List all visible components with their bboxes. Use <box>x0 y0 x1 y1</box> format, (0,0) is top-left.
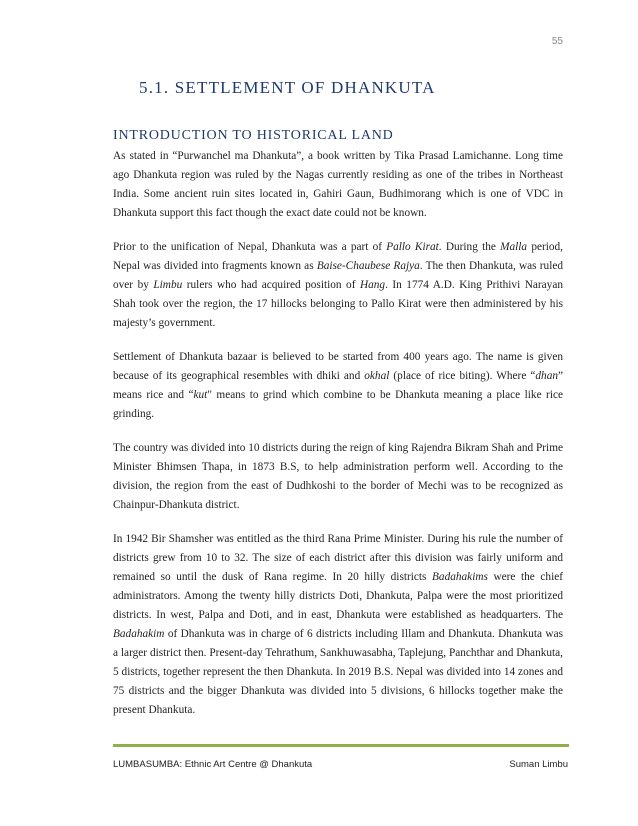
paragraph-1 <box>113 147 563 223</box>
section-title: 5.1. SETTLEMENT OF DHANKUTA <box>139 78 436 97</box>
text-run: Prior to the unification of Nepal, Dhankuta was a part of <box>113 241 387 253</box>
text-run: (place of rice biting). Where “ <box>389 370 536 382</box>
text-run: period, Nepal was divided into fragments known as <box>113 241 563 272</box>
footer-right: Suman Limbu <box>509 759 568 770</box>
italic-term: kut <box>193 389 208 401</box>
italic-term: Pallo Kirat <box>386 241 439 253</box>
italic-term: dhan <box>535 370 558 382</box>
text-run: rulers who had acquired position of <box>182 279 360 291</box>
paragraph-2 <box>113 238 563 333</box>
text-run: . In 1774 A.D. King Prithivi Narayan Shah took over the region, the 17 hillocks belonging to Pallo Kirat were then administered by his majesty’s government. <box>113 279 563 329</box>
text-run: In 1942 Bir Shamsher was entitled as the third Rana Prime Minister. During his rule the number of districts grew from 10 to 32. The size of each district after this division was fairly uniform and remained so until the dusk of Rana regime. In 20 hilly districts <box>113 533 563 583</box>
text-run: of Dhankuta was in charge of 6 districts including Illam and Dhankuta. Dhankuta was a larger district then. Present-day Tehrathum, Sankhuwasabha, Taplejung, Panchthar and Dhankuta, 5 districts, together represent the then Dhankuta. In 2019 B.S. Nepal was divided into 14 zones and 75 districts and the bigger Dhankuta was divided into 5 divisions, 6 hillocks together make the present Dhankuta. <box>113 628 563 716</box>
subheading: INTRODUCTION TO HISTORICAL LAND <box>113 128 394 143</box>
italic-term: okhal <box>364 370 390 382</box>
page-number: 55 <box>551 36 563 47</box>
paragraph-4 <box>113 439 563 515</box>
paragraph-3 <box>113 348 563 424</box>
text-run: As stated in “Purwanchel ma Dhankuta”, a book written by Tika Prasad Lamichanne. Long time ago Dhankuta region was ruled by the Nagas currently residing as one of the tribes in Northeast India. Some ancient ruin sites located in, Gahiri Gaun, Budhimorang which is one of VDC in Dhankuta support this fact though the exact date could not be known. <box>113 150 563 219</box>
paragraph-5 <box>113 530 563 720</box>
italic-term: Badahakims <box>432 571 488 583</box>
body-text <box>113 147 563 720</box>
italic-term: Badahakim <box>113 628 165 640</box>
italic-term: Malla <box>500 241 528 253</box>
italic-term: Limbu <box>153 279 183 291</box>
text-run: were the chief administrators. Among the twenty hilly districts Doti, Dhankuta, Palpa were the most prioritized districts. In west, Palpa and Doti, and in east, Dhankuta were established as headquarters. The <box>113 571 563 621</box>
text-run: ” means rice and “ <box>113 370 563 401</box>
text-run: . During the <box>438 241 501 253</box>
italic-term: Hang <box>359 279 386 291</box>
text-run: . The then Dhankuta, was ruled over by <box>113 260 564 291</box>
text-run: The country was divided into 10 districts during the reign of king Rajendra Bikram Shah and Prime Minister Bhimsen Thapa, in 1873 B.S, to help administration perform well. According to the division, the region from the east of Dudhkoshi to the border of Mechi was to be recognized as Chainpur-Dhankuta district. <box>113 442 563 511</box>
footer-left: LUMBASUMBA: Ethnic Art Centre @ Dhankuta <box>113 759 313 770</box>
text-run: Settlement of Dhankuta bazaar is believed to be started from 400 years ago. The name is given because of its geographical resembles with dhiki and <box>113 351 563 382</box>
footer-rule <box>113 744 569 747</box>
italic-term: Baise-Chaubese Rajya <box>316 260 420 272</box>
text-run: " means to grind which combine to be Dhankuta meaning a place like rice grinding. <box>113 389 563 420</box>
